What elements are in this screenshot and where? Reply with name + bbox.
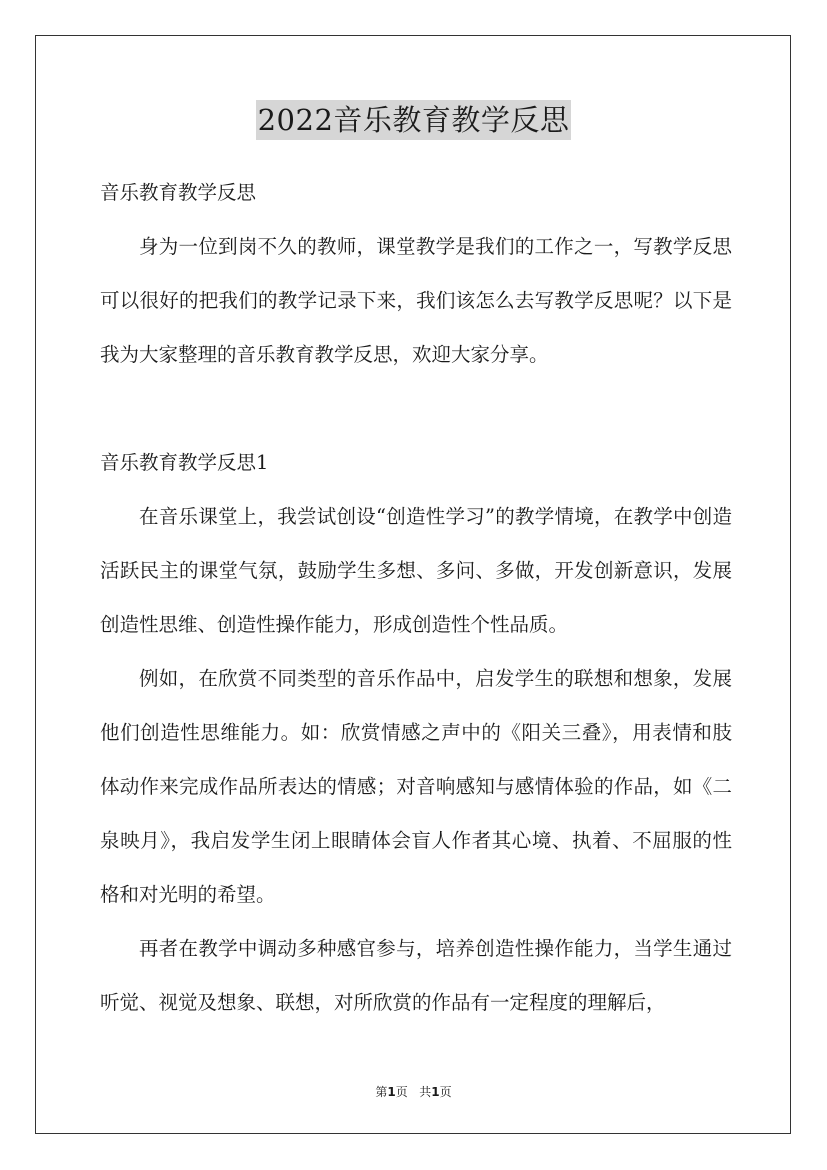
body-paragraph: 在音乐课堂上，我尝试创设“创造性学习”的教学情境，在教学中创造活跃民主的课堂气氛，鼓励学生多想、多问、多做，开发创新意识，发展创造性思维、创造性操作能力，形成创造性个性品质。 bbox=[100, 505, 732, 636]
document-title: 2022音乐教育教学反思 bbox=[256, 100, 572, 140]
body-paragraph: 例如，在欣赏不同类型的音乐作品中，启发学生的联想和想象，发展他们创造性思维能力。如：欣赏情感之声中的《阳关三叠》，用表情和肢体动作来完成作品所表达的情感；对音响感知与感情体验的作品，如《二泉映月》，我启发学生闭上眼睛体会盲人作者其心境、执着、不屈服的性格和对光明的希望。 bbox=[100, 667, 732, 906]
page-prefix: 第 bbox=[375, 1085, 388, 1099]
section-spacer bbox=[100, 382, 732, 436]
total-suffix: 页 bbox=[439, 1085, 452, 1099]
title-container bbox=[0, 100, 827, 140]
total-pages: 1 bbox=[431, 1085, 440, 1099]
total-prefix: 共 bbox=[419, 1085, 432, 1099]
page-number: 1 bbox=[387, 1085, 396, 1099]
page-footer bbox=[0, 1084, 827, 1100]
document-subtitle: 音乐教育教学反思 bbox=[100, 181, 257, 204]
body-paragraph: 再者在教学中调动多种感官参与，培养创造性操作能力，当学生通过听觉、视觉及想象、联想，对所欣赏的作品有一定程度的理解后， bbox=[100, 937, 732, 1014]
section-heading: 音乐教育教学反思1 bbox=[100, 451, 269, 474]
page-suffix: 页 bbox=[395, 1085, 408, 1099]
document-body bbox=[100, 166, 732, 1030]
intro-paragraph: 身为一位到岗不久的教师，课堂教学是我们的工作之一，写教学反思可以很好的把我们的教学记录下来，我们该怎么去写教学反思呢？以下是我为大家整理的音乐教育教学反思，欢迎大家分享。 bbox=[100, 235, 732, 366]
